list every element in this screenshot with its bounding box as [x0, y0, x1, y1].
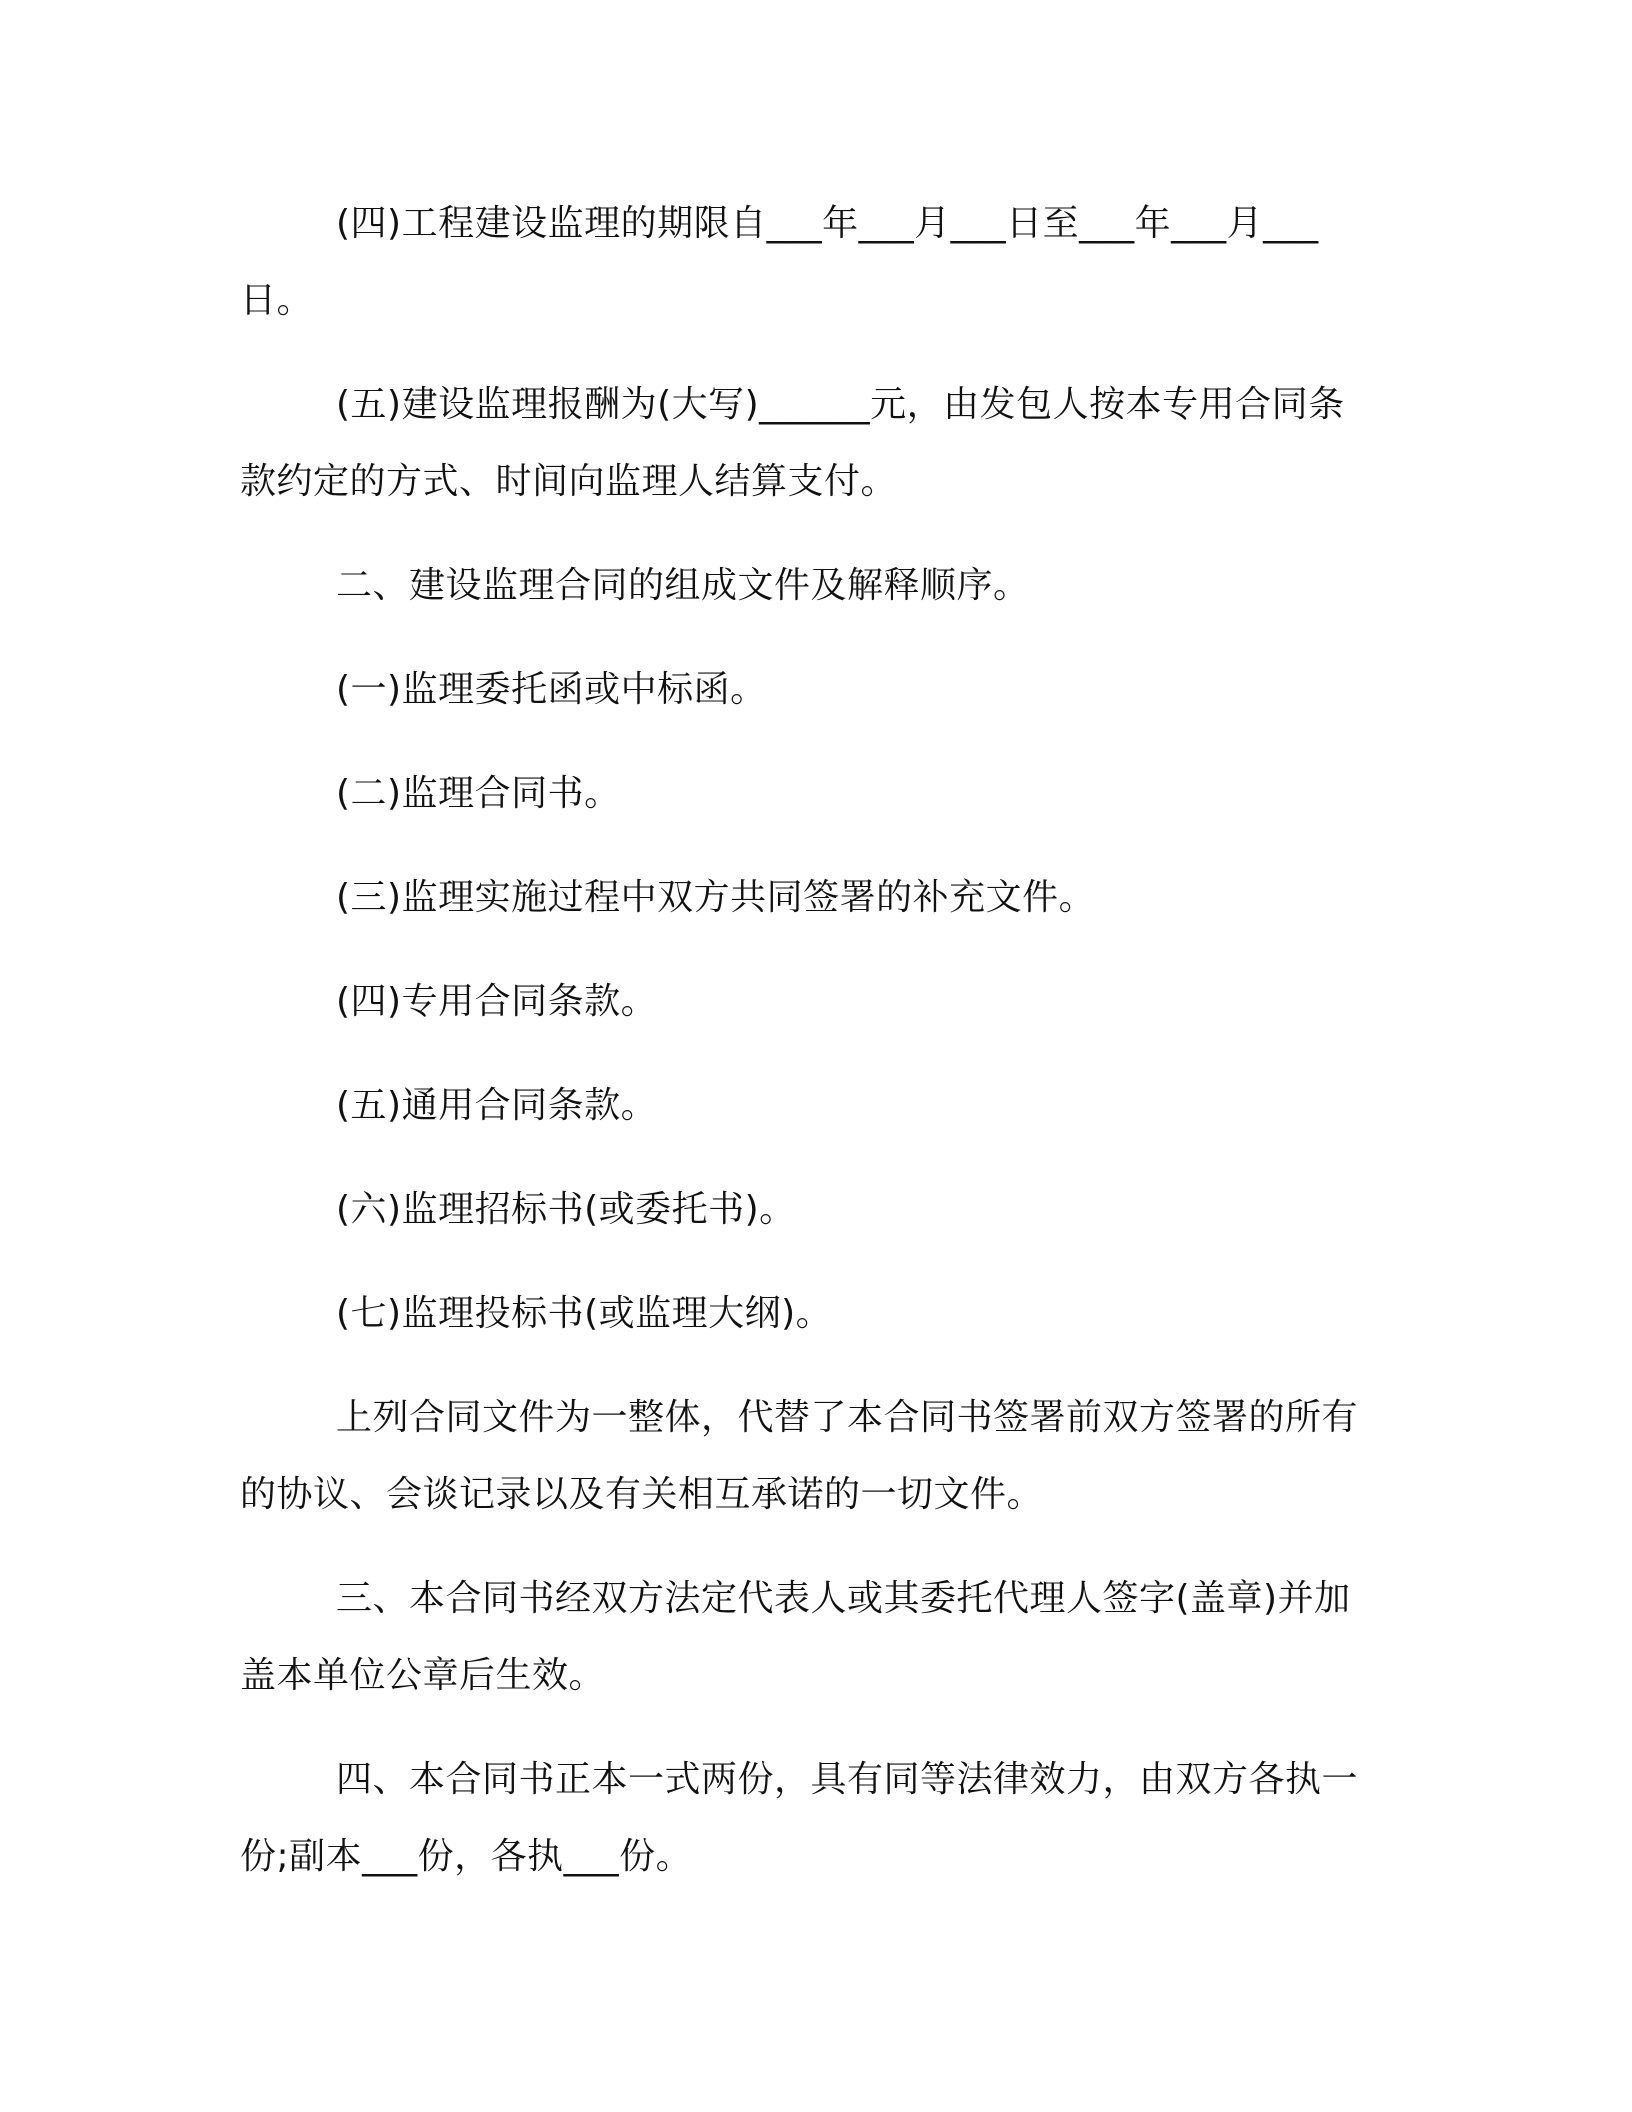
paragraph-gap: [240, 1533, 1370, 1560]
paragraph-gap: [240, 1352, 1370, 1379]
paragraph-gap: [240, 728, 1370, 755]
paragraph-gap: [240, 520, 1370, 547]
list-item-document: (一)监理委托函或中标函。: [336, 669, 767, 710]
list-item-document: (四)专用合同条款。: [336, 981, 658, 1022]
paragraph-gap: [240, 1714, 1370, 1741]
paragraph-gap: [240, 1144, 1370, 1171]
list-item-document: (三)监理实施过程中双方共同签署的补充文件。: [336, 877, 1096, 918]
paragraph-supervision-fee: (五)建设监理报酬为(大写)______元，由发包人按本专用合同条款约定的方式、时间向监理人结算支付。: [240, 384, 1345, 502]
paragraph-gap: [240, 339, 1370, 366]
list-item-document: (二)监理合同书。: [336, 773, 621, 814]
paragraph-gap: [240, 936, 1370, 963]
paragraph-gap: [240, 1040, 1370, 1067]
list-item-document: (六)监理招标书(或委托书)。: [336, 1189, 796, 1230]
paragraph-effectiveness: 三、本合同书经双方法定代表人或其委托代理人签字(盖章)并加盖本单位公章后生效。: [240, 1578, 1351, 1696]
paragraph-integrity: 上列合同文件为一整体，代替了本合同书签署前双方签署的所有的协议、会谈记录以及有关相互承诺的一切文件。: [240, 1397, 1359, 1515]
paragraph-gap: [240, 1248, 1370, 1275]
document-body: [240, 185, 1370, 1895]
paragraph-gap: [240, 832, 1370, 859]
list-item-document: (五)通用合同条款。: [336, 1085, 658, 1126]
paragraph-supervision-period: (四)工程建设监理的期限自___年___月___日至___年___月___日。: [240, 203, 1319, 321]
paragraph-gap: [240, 624, 1370, 651]
section-heading-documents: 二、建设监理合同的组成文件及解释顺序。: [336, 565, 1030, 606]
paragraph-copies: 四、本合同书正本一式两份，具有同等法律效力，由双方各执一份;副本___份，各执___份。: [240, 1759, 1359, 1877]
list-item-document: (七)监理投标书(或监理大纲)。: [336, 1293, 833, 1334]
